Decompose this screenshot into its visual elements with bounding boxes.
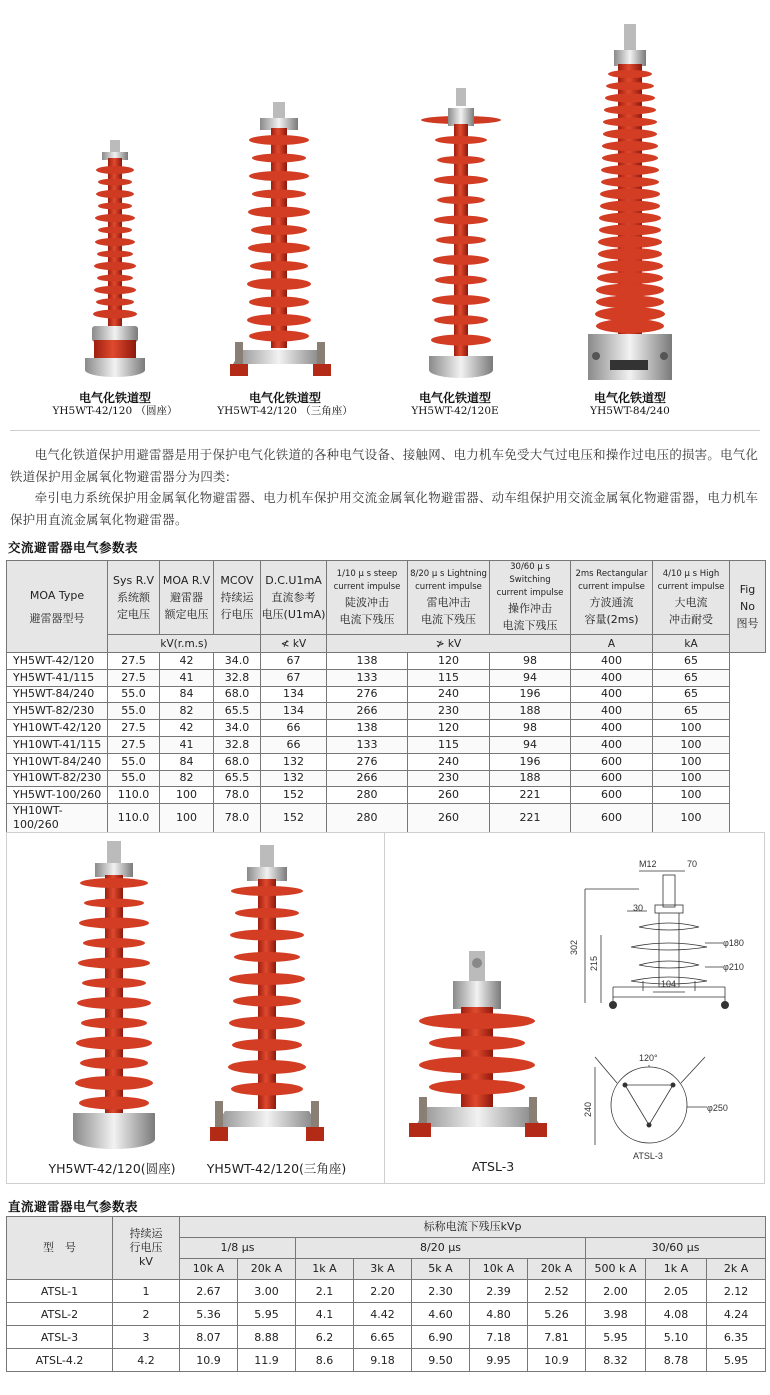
value-cell: 600 <box>571 770 653 787</box>
value-cell: 65.5 <box>214 703 261 720</box>
value-cell: 7.81 <box>528 1326 586 1349</box>
dim-label: 240 <box>583 1101 593 1117</box>
value-cell: 9.18 <box>354 1349 412 1372</box>
col-header-fig: Fig No 图号 <box>730 561 766 653</box>
value-cell: 27.5 <box>108 720 160 737</box>
model-cell: YH5WT-82/230 <box>7 703 108 720</box>
value-cell: 82 <box>160 703 214 720</box>
value-cell: 4.24 <box>707 1303 766 1326</box>
value-cell: 27.5 <box>108 653 160 670</box>
col-header-lightning: 8/20 μ s Lightning current impulse 雷电冲击 电流下残压 <box>408 561 490 635</box>
value-cell: 221 <box>490 787 571 804</box>
value-cell: 32.8 <box>214 669 261 686</box>
value-cell: 66 <box>261 736 327 753</box>
col-header-wave: 8/20 μs <box>296 1238 586 1259</box>
value-cell: 120 <box>408 720 490 737</box>
unit-cell: kA <box>653 635 730 653</box>
value-cell: 221 <box>490 804 571 833</box>
value-cell: 196 <box>490 753 571 770</box>
model-cell: YH10WT-100/260 <box>7 804 108 833</box>
dim-label: 104 <box>661 979 677 989</box>
value-cell: 100 <box>653 736 730 753</box>
product-caption: YH5WT-42/120(圆座) <box>48 1161 176 1176</box>
value-cell: 400 <box>571 686 653 703</box>
value-cell: 110.0 <box>108 787 160 804</box>
value-cell: 78.0 <box>214 804 261 833</box>
value-cell: 67 <box>261 653 327 670</box>
value-cell: 100 <box>653 787 730 804</box>
value-cell: 5.95 <box>238 1303 296 1326</box>
value-cell: 68.0 <box>214 753 261 770</box>
value-cell: 230 <box>408 703 490 720</box>
value-cell: 2.52 <box>528 1280 586 1303</box>
arrester-photo-4 <box>580 24 684 386</box>
col-header-current: 10k A <box>180 1259 238 1280</box>
value-cell: 9.95 <box>470 1349 528 1372</box>
dc-table-title: 直流避雷器电气参数表 <box>8 1199 139 1214</box>
value-cell: 260 <box>408 787 490 804</box>
value-cell: 152 <box>261 787 327 804</box>
col-header-wave: 1/8 μs <box>180 1238 296 1259</box>
value-cell: 280 <box>327 804 408 833</box>
product-name: 电气化铁道型 <box>248 391 321 405</box>
col-header-current: 10k A <box>470 1259 528 1280</box>
table-row <box>7 1326 766 1349</box>
value-cell: 5.36 <box>180 1303 238 1326</box>
value-cell: 132 <box>261 770 327 787</box>
col-header-wave: 30/60 μs <box>586 1238 766 1259</box>
value-cell: 55.0 <box>108 753 160 770</box>
value-cell: 55.0 <box>108 703 160 720</box>
value-cell: 4.1 <box>296 1303 354 1326</box>
dim-label: 70 <box>687 859 698 869</box>
value-cell: 84 <box>160 686 214 703</box>
col-header-mcov: 持续运 行电压 kV <box>113 1217 180 1280</box>
value-cell: 100 <box>160 787 214 804</box>
table-row <box>7 669 766 686</box>
value-cell: 6.90 <box>412 1326 470 1349</box>
product-model: YH5WT-42/120 （三角座） <box>217 405 353 417</box>
value-cell: 3 <box>113 1326 180 1349</box>
col-header-current: 2k A <box>707 1259 766 1280</box>
value-cell: 8.07 <box>180 1326 238 1349</box>
mid-product-panel <box>6 832 765 1184</box>
value-cell: 11.9 <box>238 1349 296 1372</box>
col-header-current: 3k A <box>354 1259 412 1280</box>
value-cell: 400 <box>571 736 653 753</box>
table-row <box>7 1280 766 1303</box>
intro-paragraph: 牵引电力系统保护用金属氧化物避雷器、电力机车保护用交流金属氧化物避雷器、动车组保护用交流金属氧化物避雷器，电力机车保护用直流金属氧化物避雷器。 <box>10 490 759 527</box>
fig-cell <box>730 653 766 833</box>
value-cell: 8.6 <box>296 1349 354 1372</box>
value-cell: 230 <box>408 770 490 787</box>
dim-label: 215 <box>589 955 599 971</box>
dim-label: 120° <box>639 1053 658 1063</box>
value-cell: 100 <box>653 770 730 787</box>
model-cell: YH10WT-82/230 <box>7 770 108 787</box>
model-cell: YH10WT-41/115 <box>7 736 108 753</box>
value-cell: 5.26 <box>528 1303 586 1326</box>
value-cell: 133 <box>327 669 408 686</box>
unit-cell: ≯ kV <box>327 635 571 653</box>
value-cell: 133 <box>327 736 408 753</box>
value-cell: 240 <box>408 753 490 770</box>
value-cell: 1 <box>113 1280 180 1303</box>
col-header-residual-group: 标称电流下残压kVp <box>180 1217 766 1238</box>
model-cell: ATSL-3 <box>7 1326 113 1349</box>
value-cell: 188 <box>490 770 571 787</box>
value-cell: 4.80 <box>470 1303 528 1326</box>
value-cell: 32.8 <box>214 736 261 753</box>
col-header-steep: 1/10 μ s steep current impulse 陡波冲击 电流下残压 <box>327 561 408 635</box>
value-cell: 138 <box>327 720 408 737</box>
value-cell: 65 <box>653 686 730 703</box>
value-cell: 27.5 <box>108 669 160 686</box>
value-cell: 4.42 <box>354 1303 412 1326</box>
unit-cell: kV(r.m.s) <box>108 635 261 653</box>
value-cell: 78.0 <box>214 787 261 804</box>
value-cell: 55.0 <box>108 770 160 787</box>
col-header-mcov: MCOV 持续运 行电压 <box>214 561 261 635</box>
value-cell: 27.5 <box>108 736 160 753</box>
value-cell: 7.18 <box>470 1326 528 1349</box>
value-cell: 98 <box>490 653 571 670</box>
value-cell: 2 <box>113 1303 180 1326</box>
value-cell: 2.30 <box>412 1280 470 1303</box>
col-header-moa-rv: MOA R.V 避雷器 额定电压 <box>160 561 214 635</box>
table-row <box>7 1303 766 1326</box>
value-cell: 67 <box>261 669 327 686</box>
value-cell: 100 <box>653 753 730 770</box>
dim-label: φ210 <box>723 962 744 972</box>
value-cell: 66 <box>261 720 327 737</box>
value-cell: 34.0 <box>214 720 261 737</box>
value-cell: 82 <box>160 770 214 787</box>
value-cell: 3.00 <box>238 1280 296 1303</box>
value-cell: 600 <box>571 753 653 770</box>
dim-label: 302 <box>569 939 579 955</box>
top-product-gallery <box>0 0 770 425</box>
value-cell: 600 <box>571 804 653 833</box>
value-cell: 2.1 <box>296 1280 354 1303</box>
value-cell: 68.0 <box>214 686 261 703</box>
value-cell: 276 <box>327 686 408 703</box>
value-cell: 4.60 <box>412 1303 470 1326</box>
table-row <box>7 770 766 787</box>
arrester-photo-triangle <box>205 845 329 1147</box>
value-cell: 41 <box>160 669 214 686</box>
model-cell: YH10WT-42/120 <box>7 720 108 737</box>
value-cell: 100 <box>160 804 214 833</box>
value-cell: 134 <box>261 686 327 703</box>
col-header-sys-rv: Sys R.V 系统额 定电压 <box>108 561 160 635</box>
value-cell: 42 <box>160 653 214 670</box>
atsl-3-dimension-drawing <box>555 855 761 1175</box>
value-cell: 600 <box>571 787 653 804</box>
col-header-current: 500 k A <box>586 1259 646 1280</box>
panel-divider <box>384 833 385 1183</box>
value-cell: 10.9 <box>528 1349 586 1372</box>
dim-label: φ180 <box>723 938 744 948</box>
value-cell: 2.20 <box>354 1280 412 1303</box>
arrester-photo-1 <box>70 140 160 385</box>
table-row <box>7 753 766 770</box>
value-cell: 400 <box>571 653 653 670</box>
value-cell: 276 <box>327 753 408 770</box>
value-cell: 6.35 <box>707 1326 766 1349</box>
value-cell: 9.50 <box>412 1349 470 1372</box>
intro-text <box>10 444 762 530</box>
value-cell: 134 <box>261 703 327 720</box>
value-cell: 2.39 <box>470 1280 528 1303</box>
value-cell: 34.0 <box>214 653 261 670</box>
table-row <box>7 703 766 720</box>
value-cell: 4.08 <box>646 1303 707 1326</box>
value-cell: 115 <box>408 736 490 753</box>
value-cell: 94 <box>490 736 571 753</box>
value-cell: 41 <box>160 736 214 753</box>
value-cell: 3.98 <box>586 1303 646 1326</box>
value-cell: 196 <box>490 686 571 703</box>
value-cell: 2.05 <box>646 1280 707 1303</box>
value-cell: 280 <box>327 787 408 804</box>
model-cell: ATSL-1 <box>7 1280 113 1303</box>
model-cell: YH5WT-41/115 <box>7 669 108 686</box>
product-name: 电气化铁道型 <box>78 391 151 405</box>
value-cell: 5.95 <box>586 1326 646 1349</box>
model-cell: YH5WT-100/260 <box>7 787 108 804</box>
value-cell: 2.00 <box>586 1280 646 1303</box>
value-cell: 4.2 <box>113 1349 180 1372</box>
value-cell: 8.78 <box>646 1349 707 1372</box>
value-cell: 100 <box>653 804 730 833</box>
col-header-current: 1k A <box>296 1259 354 1280</box>
value-cell: 266 <box>327 770 408 787</box>
value-cell: 65.5 <box>214 770 261 787</box>
value-cell: 5.10 <box>646 1326 707 1349</box>
value-cell: 400 <box>571 703 653 720</box>
drawing-label: ATSL-3 <box>633 1151 663 1161</box>
model-cell: ATSL-4.2 <box>7 1349 113 1372</box>
atsl-3-photo <box>405 951 551 1147</box>
value-cell: 65 <box>653 669 730 686</box>
ac-parameter-table <box>6 560 766 833</box>
value-cell: 240 <box>408 686 490 703</box>
arrester-photo-3 <box>412 88 512 386</box>
product-model: YH5WT-84/240 <box>590 405 670 417</box>
dim-label: φ250 <box>707 1103 728 1113</box>
value-cell: 115 <box>408 669 490 686</box>
value-cell: 8.88 <box>238 1326 296 1349</box>
value-cell: 2.12 <box>707 1280 766 1303</box>
table-row <box>7 653 766 670</box>
product-caption: YH5WT-42/120(三角座) <box>206 1161 347 1176</box>
arrester-photo-round <box>55 841 173 1159</box>
value-cell: 65 <box>653 653 730 670</box>
table-row <box>7 686 766 703</box>
value-cell: 132 <box>261 753 327 770</box>
col-header-current: 20k A <box>238 1259 296 1280</box>
col-header-current: 20k A <box>528 1259 586 1280</box>
product-name: 电气化铁道型 <box>593 391 666 405</box>
col-header-dc-u1ma: D.C.U1mA 直流参考 电压(U1mA) <box>261 561 327 635</box>
dim-label: M12 <box>639 859 657 869</box>
value-cell: 94 <box>490 669 571 686</box>
col-header-model: 型 号 <box>7 1217 113 1280</box>
dim-label: 30 <box>633 903 644 913</box>
model-cell: YH5WT-84/240 <box>7 686 108 703</box>
value-cell: 400 <box>571 720 653 737</box>
value-cell: 8.32 <box>586 1349 646 1372</box>
value-cell: 100 <box>653 720 730 737</box>
product-model: YH5WT-42/120E <box>411 405 499 417</box>
table-row <box>7 804 766 833</box>
col-header-high-current: 4/10 μ s High current impulse 大电流 冲击耐受 <box>653 561 730 635</box>
value-cell: 110.0 <box>108 804 160 833</box>
value-cell: 42 <box>160 720 214 737</box>
table-row <box>7 1349 766 1372</box>
value-cell: 10.9 <box>180 1349 238 1372</box>
product-caption: ATSL-3 <box>471 1159 515 1174</box>
product-name: 电气化铁道型 <box>418 391 491 405</box>
dc-parameter-table <box>6 1216 766 1372</box>
ac-table-title: 交流避雷器电气参数表 <box>8 540 139 555</box>
col-header-current: 1k A <box>646 1259 707 1280</box>
unit-cell: A <box>571 635 653 653</box>
model-cell: ATSL-2 <box>7 1303 113 1326</box>
table-row <box>7 736 766 753</box>
value-cell: 120 <box>408 653 490 670</box>
unit-cell: ≮ kV <box>261 635 327 653</box>
section-divider <box>10 430 760 431</box>
value-cell: 266 <box>327 703 408 720</box>
value-cell: 138 <box>327 653 408 670</box>
product-model: YH5WT-42/120 （圆座） <box>52 405 178 417</box>
value-cell: 55.0 <box>108 686 160 703</box>
value-cell: 5.95 <box>707 1349 766 1372</box>
value-cell: 260 <box>408 804 490 833</box>
value-cell: 6.2 <box>296 1326 354 1349</box>
arrester-photo-2 <box>225 102 335 384</box>
col-header-current: 5k A <box>412 1259 470 1280</box>
table-row <box>7 787 766 804</box>
col-header-switching: 30/60 μ s Switching current impulse 操作冲击 电流下残压 <box>490 561 571 635</box>
model-cell: YH5WT-42/120 <box>7 653 108 670</box>
value-cell: 84 <box>160 753 214 770</box>
value-cell: 400 <box>571 669 653 686</box>
value-cell: 188 <box>490 703 571 720</box>
value-cell: 152 <box>261 804 327 833</box>
col-header-type: MOA Type 避雷器型号 <box>7 561 108 653</box>
value-cell: 2.67 <box>180 1280 238 1303</box>
col-header-rectangular: 2ms Rectangular current impulse 方波通流 容量(2ms) <box>571 561 653 635</box>
value-cell: 6.65 <box>354 1326 412 1349</box>
model-cell: YH10WT-84/240 <box>7 753 108 770</box>
value-cell: 98 <box>490 720 571 737</box>
value-cell: 65 <box>653 703 730 720</box>
intro-paragraph: 电气化铁道保护用避雷器是用于保护电气化铁道的各种电气设备、接触网、电力机车免受大气过电压和操作过电压的损害。电气化铁道保护用金属氧化物避雷器分为四类: <box>10 447 759 484</box>
table-row <box>7 720 766 737</box>
